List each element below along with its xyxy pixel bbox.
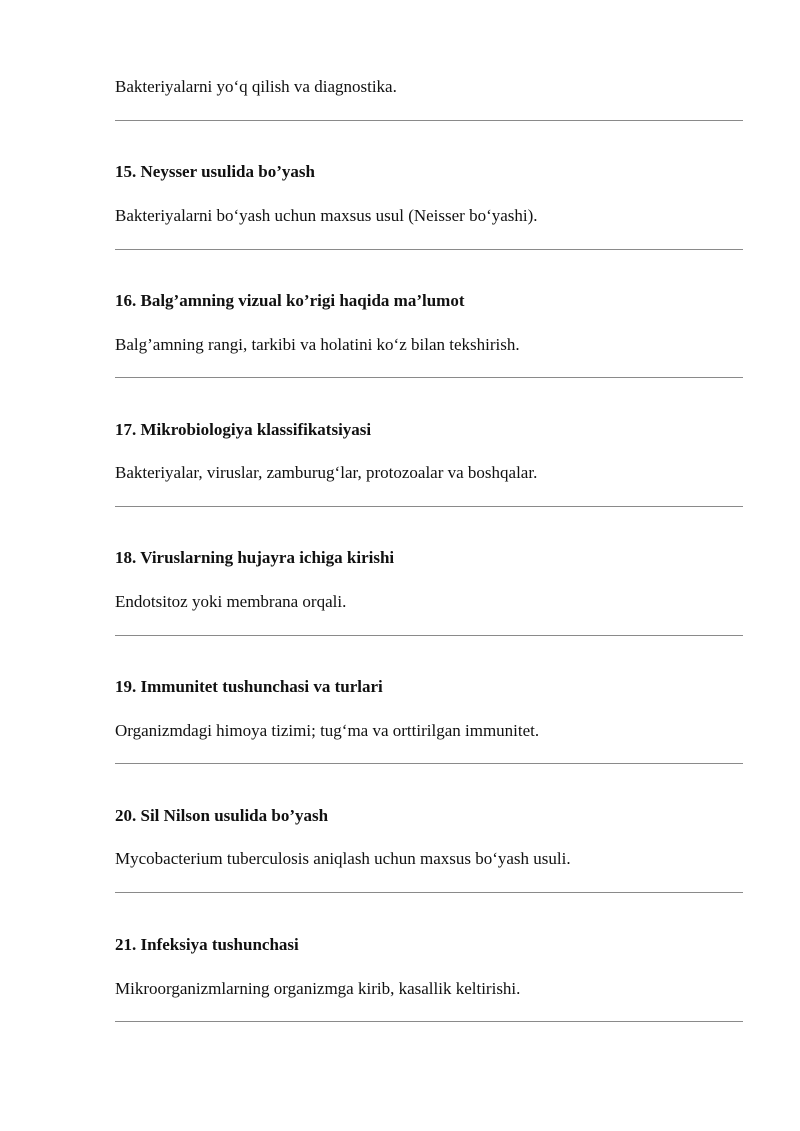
section-text: Endotsitoz yoki membrana orqali. [115,592,347,611]
section-text: Organizmdagi himoya tizimi; tug‘ma va orttirilgan immunitet. [115,721,540,740]
section-text: Mycobacterium tuberculosis aniqlash uchun maxsus bo‘yash usuli. [115,849,571,868]
divider [115,506,743,507]
divider [115,892,743,893]
section-text: Bakteriyalar, viruslar, zamburug‘lar, protozoalar va boshqalar. [115,463,538,482]
divider [115,377,743,378]
section-heading: 16. Balg’amning vizual ko’rigi haqida ma’lumot [115,291,465,310]
divider [115,763,743,764]
section-heading: 17. Mikrobiologiya klassifikatsiyasi [115,420,372,439]
divider [115,120,743,121]
section-heading: 20. Sil Nilson usulida bo’yash [115,806,329,825]
section-heading: 18. Viruslarning hujayra ichiga kirishi [115,548,395,567]
section-heading: 15. Neysser usulida bo’yash [115,162,315,181]
divider [115,1021,743,1022]
divider [115,249,743,250]
section-text: Balg’amning rangi, tarkibi va holatini ko‘z bilan tekshirish. [115,335,520,354]
section-text: Bakteriyalarni bo‘yash uchun maxsus usul (Neisser bo‘yashi). [115,206,538,225]
divider [115,635,743,636]
section-text: Mikroorganizmlarning organizmga kirib, kasallik keltirishi. [115,979,521,998]
section-heading: 21. Infeksiya tushunchasi [115,935,299,954]
lead-text: Bakteriyalarni yo‘q qilish va diagnostika. [115,77,397,96]
section-heading: 19. Immunitet tushunchasi va turlari [115,677,383,696]
